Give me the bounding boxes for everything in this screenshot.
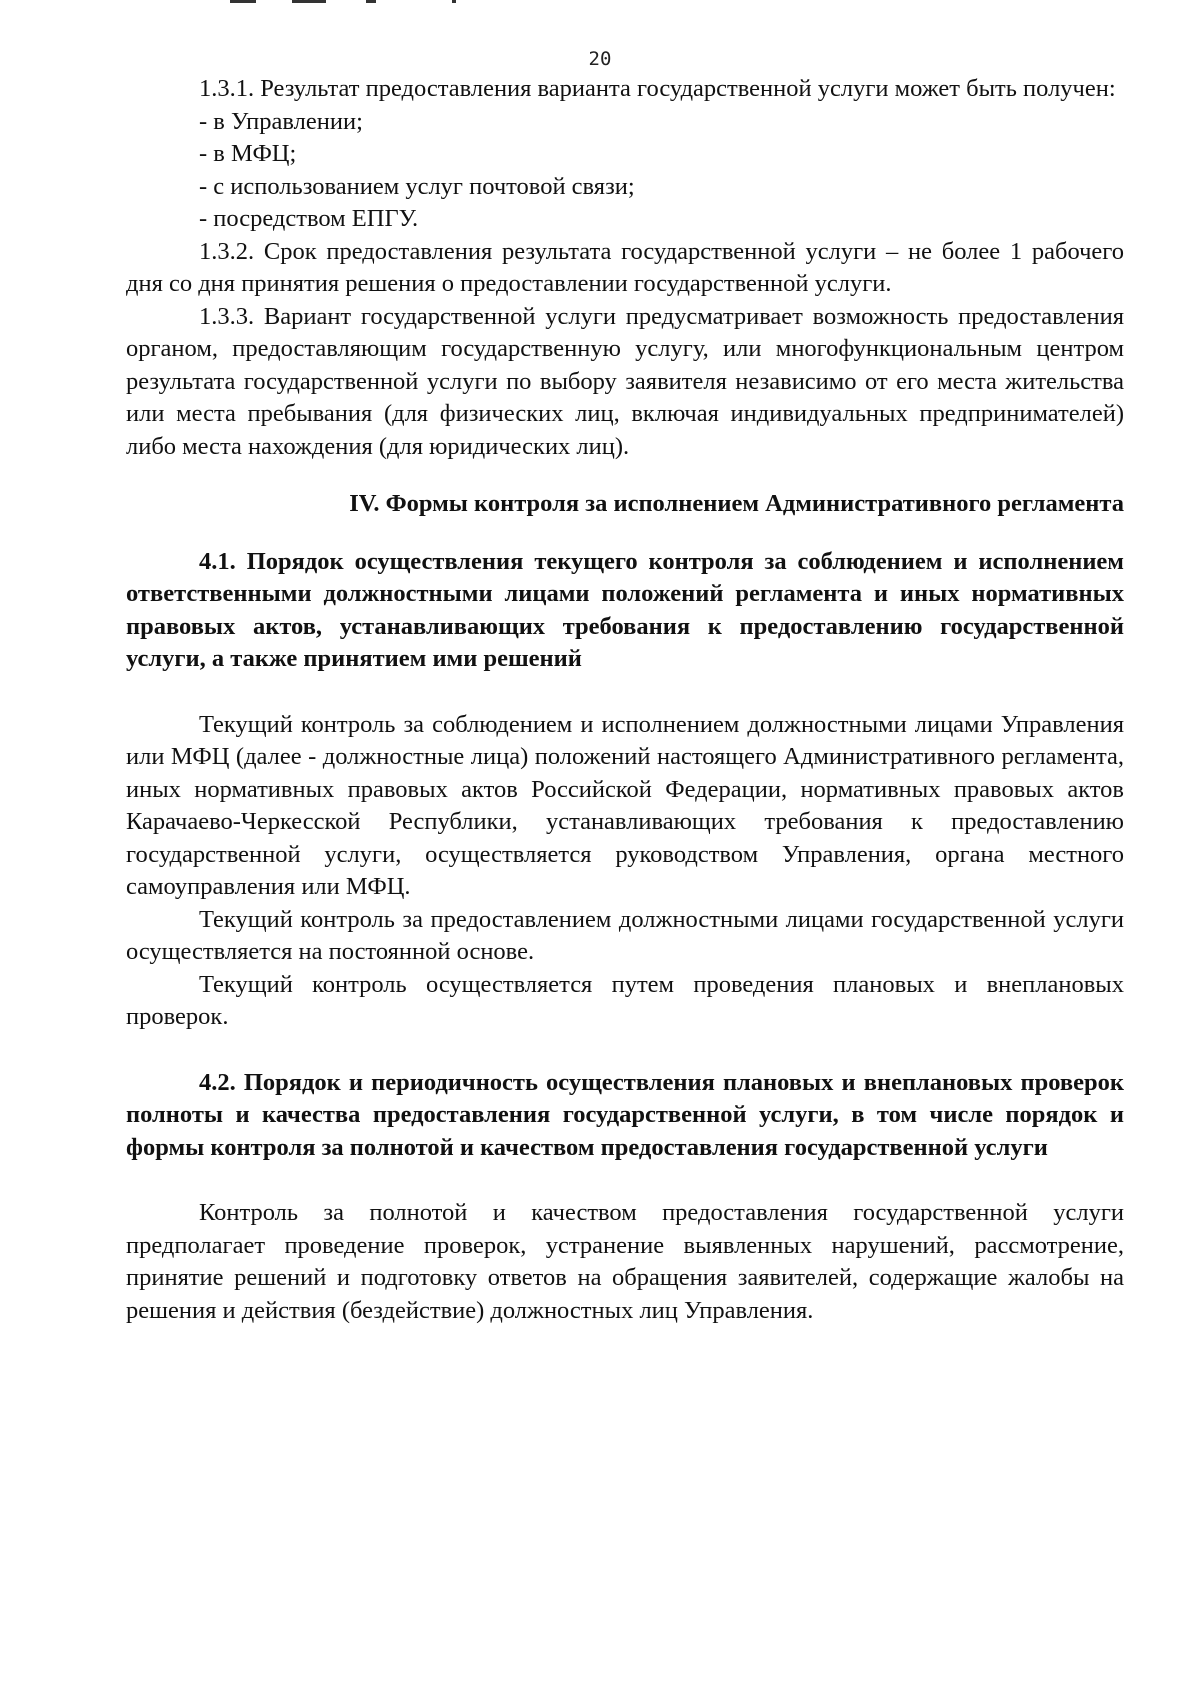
paragraph-1-3-2: 1.3.2. Срок предоставления результата государственной услуги – не более 1 рабочего дня со дня принятия решения о предоставлении государственной услуги. — [126, 237, 1124, 297]
paragraph-4-2-a: Контроль за полнотой и качеством предоставления государственной услуги предполагает проведение проверок, устранение выявленных нарушений, рассмотрение, принятие решений и подготовку ответов на обращения заявителей, содержащие жалобы на решения и действия (бездействие) должностных лиц Управления. — [126, 1199, 1124, 1324]
list-item-post: - с использованием услуг почтовой связи; — [199, 172, 635, 200]
list-item-mfc: - в МФЦ; — [199, 140, 297, 167]
subsection-4-2-heading: 4.2. Порядок и периодичность осуществления плановых и внеплановых проверок полноты и качества предоставления государственной услуги, в том числе порядок и формы контроля за полнотой и качеством предоставления государственной услуги — [126, 1068, 1124, 1161]
paragraph-4-1-b: Текущий контроль за предоставлением должностными лицами государственной услуги осуществляется на постоянной основе. — [126, 905, 1124, 965]
document-body — [126, 73, 1124, 1327]
subsection-4-1-heading: 4.1. Порядок осуществления текущего контроля за соблюдением и исполнением ответственными должностными лицами положений регламента и иных нормативных правовых актов, устанавливающих требования к предоставлению государственной услуги, а также принятием ими решений — [126, 547, 1124, 672]
scan-artifact-marks — [230, 0, 530, 8]
paragraph-4-1-c: Текущий контроль осуществляется путем проведения плановых и внеплановых проверок. — [126, 970, 1124, 1030]
paragraph-1-3-1: 1.3.1. Результат предоставления варианта государственной услуги может быть получен: — [199, 75, 1116, 102]
paragraph-4-1-a: Текущий контроль за соблюдением и исполнением должностными лицами Управления или МФЦ (далее - должностные лица) положений настоящего Административного регламента, иных нормативных правовых актов Российской Федерации, нормативных правовых актов Карачаево-Черкесской Республики, устанавливающих требования к предоставлению государственной услуги, осуществляется руководством Управления, органа местного самоуправления или МФЦ. — [126, 710, 1124, 900]
paragraph-1-3-3: 1.3.3. Вариант государственной услуги предусматривает возможность предоставления органом, предоставляющим государственную услугу, или многофункциональным центром результата государственной услуги по выбору заявителя независимо от его места жительства или места пребывания (для физических лиц, включая индивидуальных предпринимателей) либо места нахождения (для юридических лиц). — [126, 302, 1124, 460]
section-iv-title: IV. Формы контроля за исполнением Административного регламента — [349, 490, 1124, 517]
list-item-upravlenie: - в Управлении; — [199, 107, 363, 135]
list-item-epgu: - посредством ЕПГУ. — [199, 205, 419, 232]
page-number: 20 — [588, 48, 612, 70]
